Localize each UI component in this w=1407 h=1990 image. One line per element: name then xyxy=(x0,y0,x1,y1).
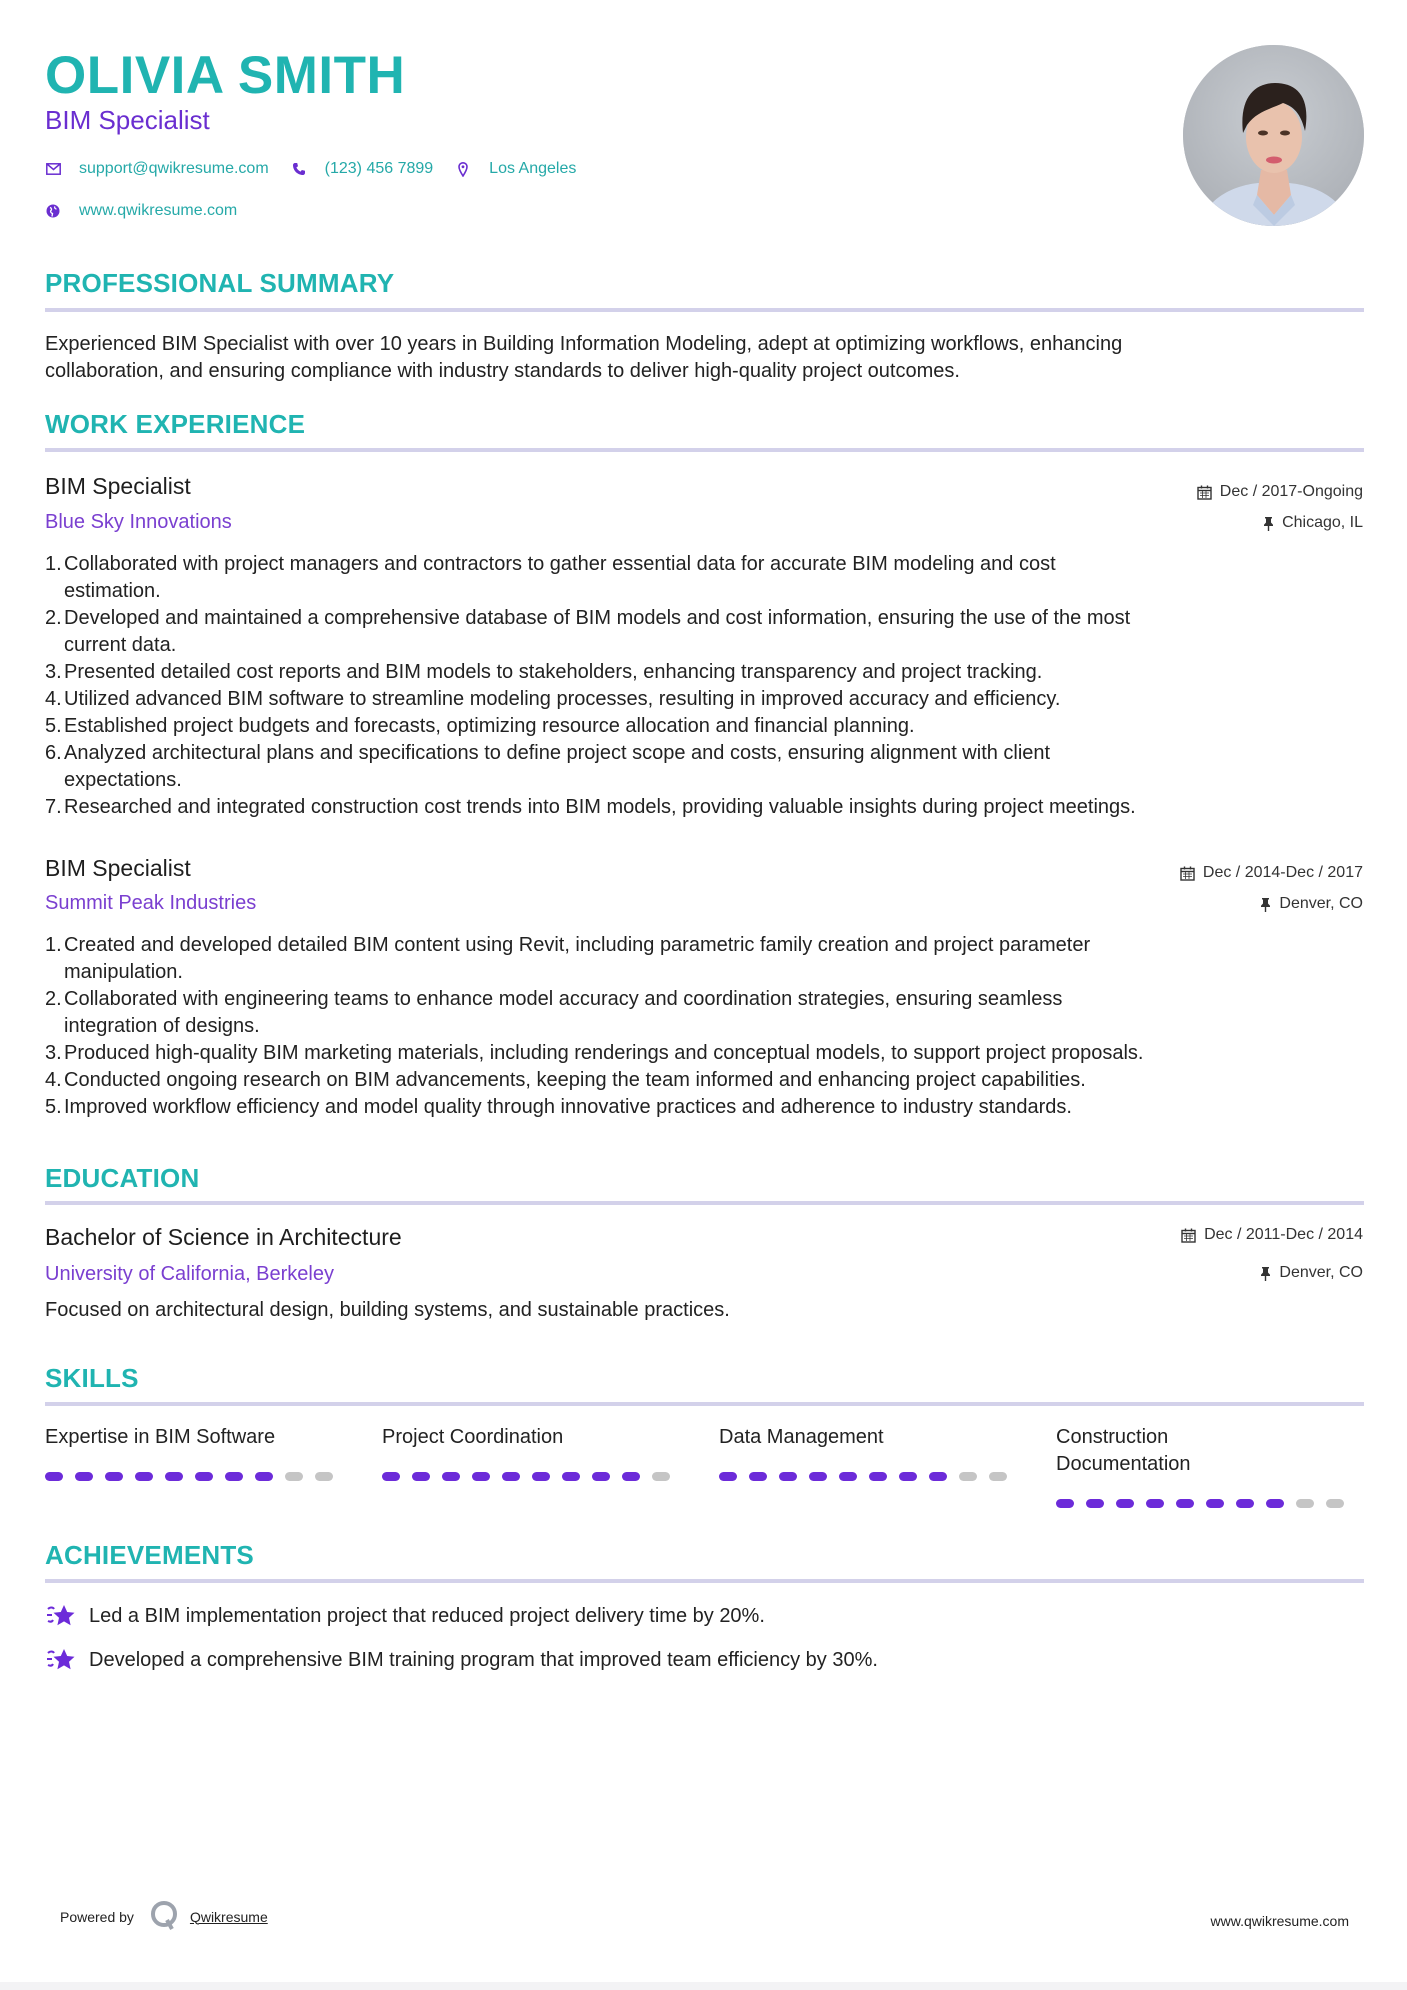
calendar-icon xyxy=(1197,485,1212,500)
rating-dot-filled xyxy=(562,1472,580,1481)
rating-dot-empty xyxy=(315,1472,333,1481)
job-bullets xyxy=(45,551,1375,821)
rating-dot-filled xyxy=(929,1472,947,1481)
education-dates xyxy=(1181,1224,1363,1246)
page-bottom-edge xyxy=(0,1982,1407,1990)
candidate-name: OLIVIA SMITH xyxy=(45,46,406,105)
phone-text: (123) 456 7899 xyxy=(324,160,434,177)
calendar-icon xyxy=(1181,1228,1196,1243)
star-icon xyxy=(45,1646,77,1674)
contact-phone[interactable] xyxy=(291,158,434,180)
rating-dot-filled xyxy=(255,1472,273,1481)
bullet-item: 1. Collaborated with project managers and contractors to gather essential data for accurate BIM modeling and cost estimation. xyxy=(45,553,1056,602)
degree-title: Bachelor of Science in Architecture xyxy=(45,1224,402,1250)
profile-photo xyxy=(1183,45,1364,226)
email-text: support@qwikresume.com xyxy=(79,160,269,177)
section-divider xyxy=(45,448,1364,452)
skill-label: Construction xyxy=(1056,1426,1169,1448)
contact-location xyxy=(455,158,576,180)
bullet-item: 2. Collaborated with engineering teams to enhance model accuracy and coordination strategies, ensuring seamless integration of designs. xyxy=(45,988,1063,1037)
phone-icon xyxy=(291,161,307,177)
rating-dot-empty xyxy=(959,1472,977,1481)
rating-dot-filled xyxy=(899,1472,917,1481)
education-location xyxy=(1260,1262,1363,1284)
section-divider xyxy=(45,1201,1364,1205)
rating-dot-filled xyxy=(502,1472,520,1481)
rating-dot-filled xyxy=(592,1472,610,1481)
rating-dot-filled xyxy=(869,1472,887,1481)
contact-website[interactable] xyxy=(45,200,237,222)
rating-dot-empty xyxy=(1296,1499,1314,1508)
rating-dot-filled xyxy=(472,1472,490,1481)
bullet-item: 7. Researched and integrated construction cost trends into BIM models, providing valuable insights during project meetings. xyxy=(45,796,1136,818)
qwikresume-logo-icon xyxy=(150,1900,178,1933)
location-text: Denver, CO xyxy=(1279,1264,1363,1281)
rating-dot-filled xyxy=(165,1472,183,1481)
section-title-summary: PROFESSIONAL SUMMARY xyxy=(45,268,395,298)
job-title: BIM Specialist xyxy=(45,855,191,881)
section-title-skills: SKILLS xyxy=(45,1363,139,1393)
rating-dot-filled xyxy=(225,1472,243,1481)
website-text: www.qwikresume.com xyxy=(79,202,238,219)
summary-line: collaboration, and ensuring compliance with industry standards to deliver high-quality project outcomes. xyxy=(45,360,960,382)
section-divider xyxy=(45,1402,1364,1406)
rating-dot-filled xyxy=(532,1472,550,1481)
bullet-item: 2. Developed and maintained a comprehensive database of BIM models and cost information, ensuring the use of the most current data. xyxy=(45,607,1131,656)
achievement-item xyxy=(45,1646,878,1674)
rating-dot-filled xyxy=(839,1472,857,1481)
rating-dot-filled xyxy=(809,1472,827,1481)
qwikresume-link[interactable]: Qwikresume xyxy=(189,1908,268,1925)
location-text: Los Angeles xyxy=(489,160,577,177)
footer-website[interactable]: www.qwikresume.com xyxy=(1210,1913,1349,1929)
rating-dot-filled xyxy=(719,1472,737,1481)
rating-dot-filled xyxy=(1266,1499,1284,1508)
skill-item xyxy=(719,1424,1019,1451)
contact-email[interactable] xyxy=(45,158,269,180)
section-title-education: EDUCATION xyxy=(45,1163,200,1193)
dates-text: Dec / 2017-Ongoing xyxy=(1219,483,1363,500)
powered-by-label: Powered by xyxy=(60,1908,134,1925)
bullet-item: 4. Conducted ongoing research on BIM advancements, keeping the team informed and enhancing project capabilities. xyxy=(45,1069,1086,1091)
rating-dot-empty xyxy=(989,1472,1007,1481)
achievement-text: Led a BIM implementation project that reduced project delivery time by 20%. xyxy=(89,1604,765,1627)
globe-icon xyxy=(45,203,61,219)
rating-dot-filled xyxy=(1236,1499,1254,1508)
rating-dot-filled xyxy=(1056,1499,1074,1508)
job-location xyxy=(1260,893,1363,915)
rating-dot-filled xyxy=(105,1472,123,1481)
pushpin-icon xyxy=(1263,516,1274,531)
pushpin-icon xyxy=(1260,1266,1271,1281)
rating-dot-filled xyxy=(412,1472,430,1481)
skill-item xyxy=(45,1424,345,1451)
dates-text: Dec / 2011-Dec / 2014 xyxy=(1204,1226,1363,1243)
skill-label-line2: Documentation xyxy=(1056,1453,1191,1475)
star-icon xyxy=(45,1602,77,1630)
calendar-icon xyxy=(1180,866,1195,881)
rating-dot-filled xyxy=(779,1472,797,1481)
bullet-item: 3. Presented detailed cost reports and BIM models to stakeholders, enhancing transparency and project tracking. xyxy=(45,661,1043,683)
school-name: University of California, Berkeley xyxy=(45,1263,334,1285)
bullet-item: 6. Analyzed architectural plans and specifications to define project scope and costs, ensuring alignment with client expectations. xyxy=(45,742,1051,791)
rating-dot-filled xyxy=(382,1472,400,1481)
skill-label: Data Management xyxy=(719,1426,884,1448)
rating-dot-filled xyxy=(135,1472,153,1481)
envelope-icon xyxy=(45,161,61,177)
rating-dot-filled xyxy=(75,1472,93,1481)
skill-rating xyxy=(1056,1499,1356,1508)
rating-dot-filled xyxy=(1086,1499,1104,1508)
pushpin-icon xyxy=(1260,897,1271,912)
rating-dot-empty xyxy=(1326,1499,1344,1508)
candidate-role: BIM Specialist xyxy=(45,105,210,135)
footer-powered-by xyxy=(60,1900,268,1933)
rating-dot-filled xyxy=(45,1472,63,1481)
achievement-text: Developed a comprehensive BIM training program that improved team efficiency by 30%. xyxy=(89,1648,878,1671)
job-bullets xyxy=(45,932,1375,1121)
rating-dot-empty xyxy=(285,1472,303,1481)
summary-line: Experienced BIM Specialist with over 10 years in Building Information Modeling, adept at optimizing workflows, enhancing xyxy=(45,333,1123,355)
dates-text: Dec / 2014-Dec / 2017 xyxy=(1202,864,1363,881)
bullet-item: 3. Produced high-quality BIM marketing materials, including renderings and conceptual models, to support project proposals. xyxy=(45,1042,1144,1064)
rating-dot-filled xyxy=(749,1472,767,1481)
bullet-item: 1. Created and developed detailed BIM content using Revit, including parametric family creation and project parameter manipulation. xyxy=(45,934,1091,983)
map-pin-icon xyxy=(455,161,471,177)
location-text: Denver, CO xyxy=(1279,895,1363,912)
section-divider xyxy=(45,1579,1364,1583)
bullet-item: 4. Utilized advanced BIM software to streamline modeling processes, resulting in improved accuracy and efficiency. xyxy=(45,688,1061,710)
section-divider xyxy=(45,308,1364,312)
job-dates xyxy=(1197,481,1363,503)
contact-row-2 xyxy=(45,200,259,222)
rating-dot-empty xyxy=(652,1472,670,1481)
bullet-item: 5. Established project budgets and forecasts, optimizing resource allocation and financial planning. xyxy=(45,715,915,737)
location-text: Chicago, IL xyxy=(1282,514,1363,531)
rating-dot-filled xyxy=(1116,1499,1134,1508)
job-dates xyxy=(1180,862,1363,884)
section-title-achievements: ACHIEVEMENTS xyxy=(45,1540,254,1570)
contact-row xyxy=(45,158,598,180)
company-name: Blue Sky Innovations xyxy=(45,511,232,533)
summary-text xyxy=(45,331,1365,385)
skill-rating xyxy=(45,1472,345,1481)
company-name: Summit Peak Industries xyxy=(45,892,257,914)
job-title: BIM Specialist xyxy=(45,473,191,499)
rating-dot-filled xyxy=(1146,1499,1164,1508)
skill-item xyxy=(1056,1424,1356,1478)
skill-rating xyxy=(719,1472,1019,1481)
rating-dot-filled xyxy=(195,1472,213,1481)
rating-dot-filled xyxy=(622,1472,640,1481)
rating-dot-filled xyxy=(1176,1499,1194,1508)
achievement-item xyxy=(45,1602,765,1630)
bullet-item: 5. Improved workflow efficiency and model quality through innovative practices and adherence to industry standards. xyxy=(45,1096,1072,1118)
skill-item xyxy=(382,1424,682,1451)
skill-label: Expertise in BIM Software xyxy=(45,1426,276,1448)
skill-label: Project Coordination xyxy=(382,1426,564,1448)
section-title-experience: WORK EXPERIENCE xyxy=(45,409,306,439)
rating-dot-filled xyxy=(442,1472,460,1481)
job-location xyxy=(1263,512,1363,534)
rating-dot-filled xyxy=(1206,1499,1224,1508)
skill-rating xyxy=(382,1472,682,1481)
education-description: Focused on architectural design, building systems, and sustainable practices. xyxy=(45,1299,730,1321)
